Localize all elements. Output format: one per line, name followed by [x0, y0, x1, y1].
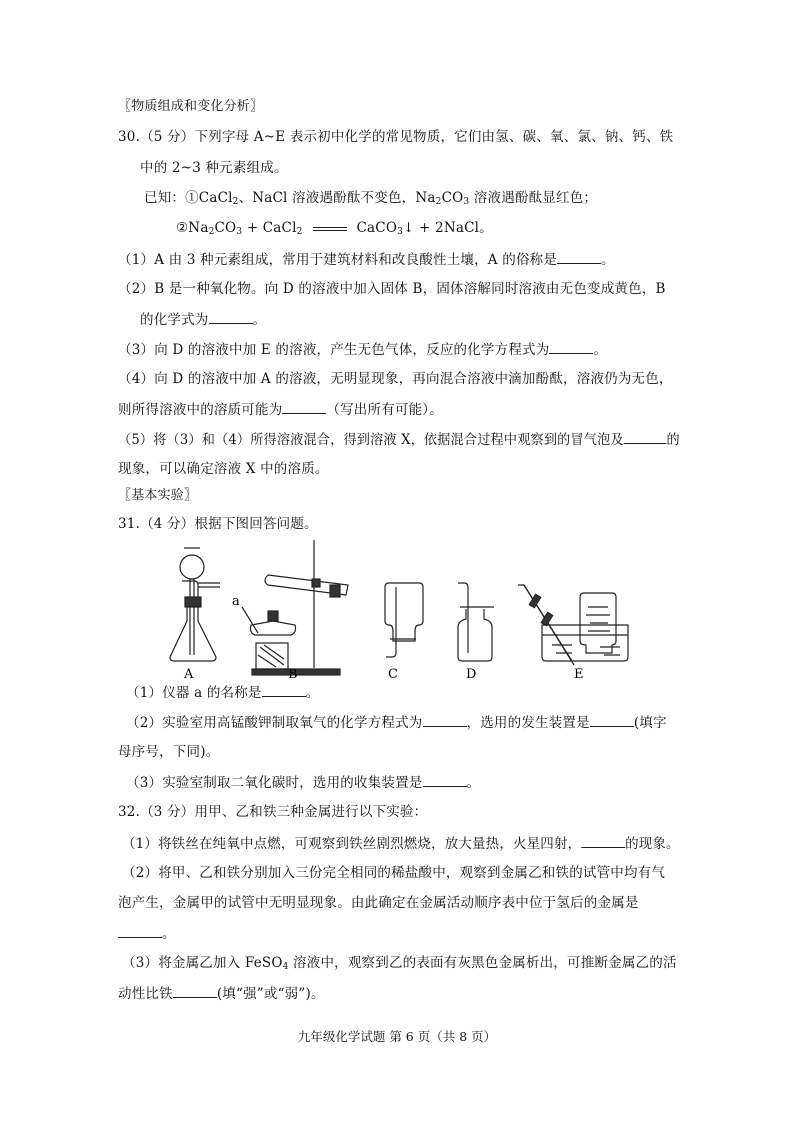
text: ②Na [176, 220, 209, 236]
q31-stem: 31.（4 分）根据下图回答问题。 [118, 516, 318, 532]
text: （5）将（3）和（4）所得溶液混合，得到溶液 X，依据混合过程中观察到的冒气泡及 [118, 432, 624, 448]
q30-part2-line1: （2）B 是一种氧化物。向 D 的溶液中加入固体 B，固体溶解同时溶液由无色变成黄色，B [118, 281, 666, 297]
subscript: 3 [463, 197, 470, 207]
text: 溶液遇酚酞显红色； [469, 190, 598, 206]
text: CaCO [356, 220, 398, 236]
text: （3）将金属乙加入 FeSO [122, 955, 283, 971]
q30-part5-line1 [118, 430, 680, 449]
text: （3）向 D 的溶液中加 E 的溶液，产生无色气体，反应的化学方程式为 [118, 342, 550, 358]
q30-part2-line2 [140, 310, 266, 329]
label-c: C [388, 667, 398, 680]
answer-blank[interactable] [282, 400, 326, 414]
label-a: A [184, 667, 194, 680]
subscript: 2 [232, 197, 239, 207]
answer-blank[interactable] [209, 310, 253, 324]
text: （1）将铁丝在纯氧中点燃，可观察到铁丝剧烈燃烧，放大量热，火星四射， [122, 836, 582, 852]
text: 溶液中，观察到乙的表面有灰黑色金属析出，可推断金属乙的活 [288, 955, 677, 971]
apparatus-e-trough [518, 585, 628, 665]
section-heading-composition: 〖物质组成和变化分析〗 [118, 99, 264, 114]
q30-part5-line2: 现象，可以确定溶液 X 中的溶质。 [118, 461, 329, 477]
answer-blank[interactable] [173, 984, 217, 998]
q30-part3 [118, 340, 607, 359]
answer-blank[interactable] [549, 340, 593, 354]
q32-part2-line3 [118, 924, 176, 943]
text: （2）实验室用高锰酸钾制取氧气的化学方程式为 [126, 715, 423, 731]
subscript: 4 [282, 962, 289, 972]
q32-part3-line1 [122, 954, 677, 972]
q32-part2-line2: 泡产生，金属甲的试管中无明显现象。由此确定在金属活动顺序表中位于氢后的金属是 [118, 895, 639, 911]
text: 。 [305, 685, 320, 701]
answer-blank[interactable] [624, 430, 667, 444]
q30-known-line [144, 189, 597, 207]
text: 。 [601, 252, 615, 268]
q32-part3-line2 [118, 984, 325, 1003]
subscript: 3 [236, 227, 243, 237]
text: + CaCl [242, 220, 297, 236]
page-footer: 九年级化学试题 第 6 页（共 8 页） [297, 1029, 497, 1044]
label-d: D [466, 667, 477, 680]
text: （3）实验室制取二氧化碳时，选用的收集装置是 [126, 775, 423, 791]
q30-equation [176, 219, 493, 237]
text: (填“强”或“弱”)。 [216, 986, 325, 1002]
subscript: 2 [296, 227, 303, 237]
label-e: E [574, 667, 584, 680]
q30-part4-line1: （4）向 D 的溶液中加 A 的溶液，无明显现象，再向混合溶液中滴加酚酞，溶液仍为无色， [118, 371, 673, 387]
label-b: B [288, 667, 298, 680]
q30-stem-line1: 30.（5 分）下列字母 A~E 表示初中化学的常见物质，它们由氢、碳、氧、氯、钠、钙、铁 [118, 129, 674, 145]
q32-part2-line1: （2）将甲、乙和铁分别加入三份完全相同的稀盐酸中，观察到金属乙和铁的试管中均有气 [122, 865, 666, 881]
text: 动性比铁 [118, 986, 173, 1002]
text: 的化学式为 [140, 312, 209, 328]
q31-part1 [126, 683, 319, 702]
answer-blank[interactable] [118, 924, 162, 938]
q32-part1 [122, 834, 680, 853]
text: CO [214, 220, 237, 236]
q30-stem-line2: 中的 2~3 种元素组成。 [140, 160, 288, 176]
text: ，选用的发生装置是 [466, 715, 590, 731]
answer-blank[interactable] [590, 713, 634, 727]
text: 。 [162, 926, 176, 942]
text: 。 [593, 342, 608, 358]
apparatus-a-flask [170, 548, 220, 661]
answer-blank[interactable] [423, 713, 467, 727]
q30-part1 [118, 250, 615, 269]
apparatus-b-heating [242, 540, 348, 675]
text: 的 [666, 432, 680, 448]
apparatus-figure [160, 535, 630, 680]
q31-part3 [126, 773, 480, 792]
text: 则所得溶液中的溶质可能为 [118, 402, 283, 418]
answer-blank[interactable] [262, 683, 306, 697]
subscript: 3 [397, 227, 404, 237]
answer-blank[interactable] [581, 834, 625, 848]
text: （1）A 由 3 种元素组成，常用于建筑材料和改良酸性土壤，A 的俗称是 [118, 252, 558, 268]
label-a-instrument: a [232, 594, 240, 609]
text: 。 [466, 775, 481, 791]
subscript: 2 [208, 227, 215, 237]
text: (填字 [633, 715, 667, 731]
apparatus-c-bottle [385, 583, 423, 657]
q30-part4-line2 [118, 400, 443, 419]
text: 的现象。 [625, 836, 680, 852]
section-heading-experiment: 〖基本实验〗 [118, 488, 198, 503]
text: （1）仪器 a 的名称是 [126, 685, 262, 701]
subscript: 2 [435, 197, 442, 207]
q31-part2-line2: 母序号，下同)。 [118, 744, 220, 760]
apparatus-d-bottle [458, 583, 494, 661]
text: 已知：①CaCl [144, 190, 233, 206]
answer-blank[interactable] [423, 773, 467, 787]
text: ↓ + 2NaCl。 [403, 220, 493, 236]
equals-sign [313, 227, 347, 231]
q31-part2-line1 [126, 713, 667, 732]
text: 。 [252, 312, 267, 328]
text: CO [441, 190, 464, 206]
text: 、NaCl 溶液遇酚酞不变色，Na [238, 190, 436, 206]
answer-blank[interactable] [557, 250, 601, 264]
text: （写出所有可能）。 [326, 402, 443, 418]
q32-stem: 32.（3 分）用甲、乙和铁三种金属进行以下实验： [118, 804, 428, 820]
